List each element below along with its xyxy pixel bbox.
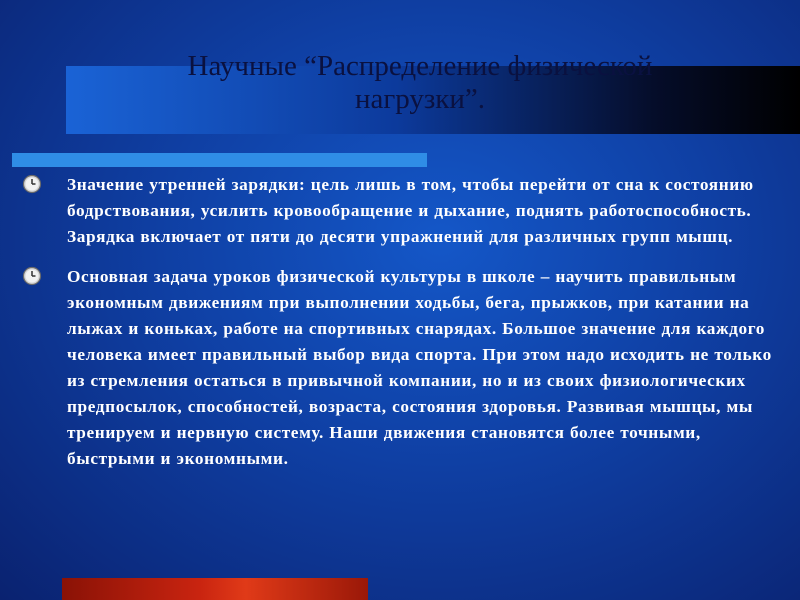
- bullet-text: Значение утренней зарядки: цель лишь в том, чтобы перейти от сна к состоянию бодрствования, усилить кровообращение и дыхание, поднять работоспособность. Зарядка включает от пяти до десяти упражнений для различных групп мышц.: [67, 175, 754, 246]
- bullet-item: [22, 172, 782, 250]
- slide-title-line-2: нагрузки”.: [354, 83, 486, 115]
- bullet-text: Основная задача уроков физической культуры в школе – научить правильным экономным движениям при выполнении ходьбы, бега, прыжков, при катании на лыжах и коньках, работе на спортивных снарядах. Большое значение для каждого человека имеет правильный выбор вида спорта. При этом надо исходить не только из стремления остаться в привычной компании, но и из своих физиологических предпосылок, способностей, возраста, состояния здоровья. Развивая мышцы, мы тренируем и нервную систему. Наши движения становятся более точными, быстрыми и экономными.: [67, 267, 772, 468]
- slide-title: [110, 50, 730, 116]
- bullet-item: [22, 264, 782, 472]
- clock-icon: [22, 174, 42, 194]
- bullet-list: [22, 172, 782, 486]
- bottom-accent-bar: [62, 578, 368, 600]
- slide-title-line-1: Научные “Распределение физической: [187, 50, 653, 82]
- clock-icon: [22, 266, 42, 286]
- title-accent-bar: [12, 153, 427, 167]
